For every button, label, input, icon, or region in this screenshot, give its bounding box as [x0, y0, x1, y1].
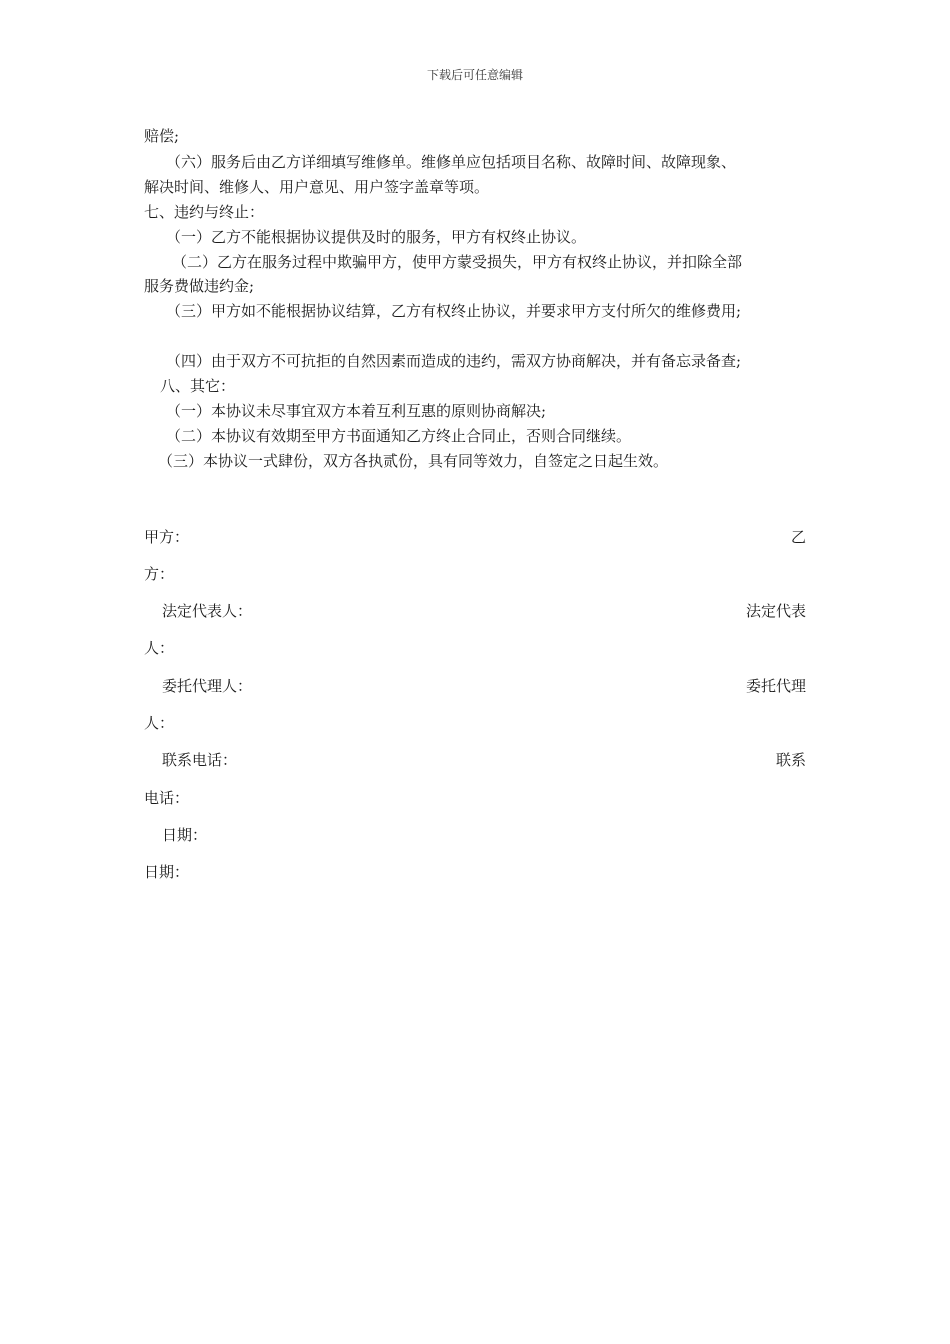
text-line-9: （四）由于双方不可抗拒的自然因素而造成的违约，需双方协商解决，并有备忘录备查; [166, 352, 742, 370]
text-line-13: （三）本协议一式肆份，双方各执贰份，具有同等效力，自签定之日起生效。 [158, 452, 669, 470]
date-b-label: 日期： [144, 863, 190, 881]
section-heading-7: 七、违约与终止： [144, 203, 265, 221]
party-b-label-part1: 乙 [790, 528, 806, 546]
agent-b-label-part1: 委托代理 [745, 677, 806, 695]
legal-rep-b-label-part2: 人： [144, 639, 175, 657]
text-line-6: （二）乙方在服务过程中欺骗甲方，使甲方蒙受损失，甲方有权终止协议，并扣除全部 [172, 253, 743, 271]
text-line-1: 赔偿; [144, 127, 180, 145]
text-line-3: 解决时间、维修人、用户意见、用户签字盖章等项。 [144, 178, 490, 196]
text-line-8: （三）甲方如不能根据协议结算，乙方有权终止协议，并要求甲方支付所欠的维修费用; [166, 302, 742, 320]
phone-b-label-part1: 联系 [775, 751, 806, 769]
date-a-label: 日期： [162, 826, 208, 844]
text-line-11: （一）本协议未尽事宜双方本着互利互惠的原则协商解决; [166, 402, 547, 420]
legal-rep-a-label: 法定代表人： [162, 602, 253, 620]
text-line-7: 服务费做违约金; [144, 277, 255, 295]
text-line-2: （六）服务后由乙方详细填写维修单。维修单应包括项目名称、故障时间、故障现象、 [166, 153, 737, 171]
agent-a-label: 委托代理人： [162, 677, 253, 695]
phone-a-label: 联系电话： [162, 751, 238, 769]
party-b-label-part2: 方： [144, 565, 175, 583]
party-a-label: 甲方： [144, 528, 190, 546]
section-heading-8: 八、其它： [160, 377, 236, 395]
agent-b-label-part2: 人： [144, 714, 175, 732]
text-line-12: （二）本协议有效期至甲方书面通知乙方终止合同止，否则合同继续。 [166, 427, 632, 445]
legal-rep-b-label-part1: 法定代表 [745, 602, 806, 620]
phone-b-label-part2: 电话： [144, 789, 190, 807]
page-header-note: 下载后可任意编辑 [426, 68, 523, 82]
text-line-5: （一）乙方不能根据协议提供及时的服务，甲方有权终止协议。 [166, 228, 587, 246]
